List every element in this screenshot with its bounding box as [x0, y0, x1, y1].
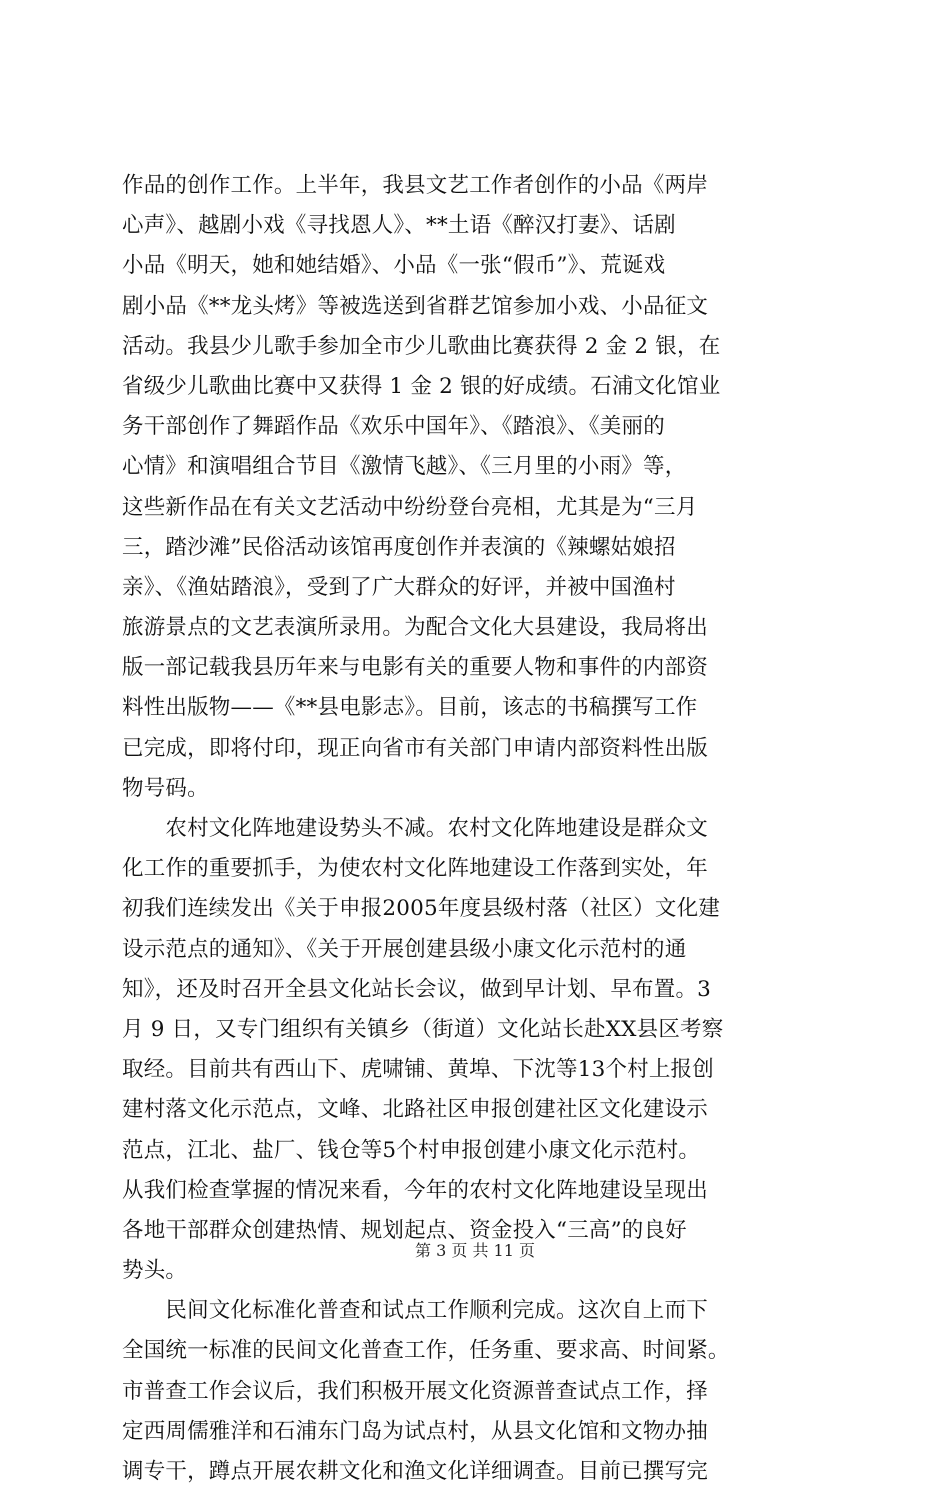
- text-line: 定西周儒雅洋和石浦东门岛为试点村，从县文化馆和文物办抽: [122, 1418, 708, 1444]
- text-line: 市普查工作会议后，我们积极开展文化资源普查试点工作，择: [122, 1378, 708, 1404]
- text-line: 设示范点的通知》、《关于开展创建县级小康文化示范村的通: [122, 936, 687, 962]
- text-line: 建村落文化示范点，文峰、北路社区申报创建社区文化建设示: [122, 1097, 708, 1123]
- text-line: 初我们连续发出《关于申报2005年度县级村落（社区）文化建: [122, 896, 721, 922]
- text-line: 活动。我县少儿歌手参加全市少儿歌曲比赛获得 2 金 2 银，在: [122, 333, 721, 359]
- text-line: 知》，还及时召开全县文化站长会议，做到早计划、早布置。3: [122, 976, 712, 1002]
- text-line: 旅游景点的文艺表演所录用。为配合文化大县建设，我局将出: [122, 615, 708, 641]
- text-line: 作品的创作工作。上半年，我县文艺工作者创作的小品《两岸: [122, 173, 708, 198]
- text-line: 势头。: [122, 1258, 188, 1284]
- text-line: 小品《明天，她和她结婚》、小品《一张“假币”》、荒诞戏: [122, 253, 666, 279]
- text-line: 取经。目前共有西山下、虎啸铺、黄埠、下沈等13个村上报创: [122, 1057, 714, 1083]
- text-line: 范点，江北、盐厂、钱仓等5个村申报创建小康文化示范村。: [122, 1137, 701, 1163]
- page-footer: 第 3 页 共 11 页: [415, 1241, 535, 1260]
- text-line: 各地干部群众创建热情、规划起点、资金投入“三高”的良好: [122, 1217, 687, 1243]
- text-line: 亲》、《渔姑踏浪》，受到了广大群众的好评，并被中国渔村: [122, 574, 676, 600]
- text-line: 月 9 日，又专门组织有关镇乡（街道）文化站长赴XX县区考察: [122, 1016, 724, 1042]
- body-text: [122, 166, 834, 1492]
- text-line: 版一部记载我县历年来与电影有关的重要人物和事件的内部资: [122, 655, 708, 681]
- text-line: 省级少儿歌曲比赛中又获得 1 金 2 银的好成绩。石浦文化馆业: [122, 373, 721, 399]
- text-line: 物号码。: [122, 775, 209, 801]
- text-line: 民间文化标准化普查和试点工作顺利完成。这次自上而下: [122, 1298, 708, 1324]
- text-line: 这些新作品在有关文艺活动中纷纷登台亮相，尤其是为“三月: [122, 494, 698, 520]
- text-line: 化工作的重要抓手，为使农村文化阵地建设工作落到实处，年: [122, 856, 708, 882]
- text-line: 心声》、越剧小戏《寻找恩人》、**土语《醉汉打妻》、话剧: [122, 213, 676, 239]
- text-line: 心情》和演唱组合节目《激情飞越》、《三月里的小雨》等，: [122, 454, 687, 480]
- text-line: 从我们检查掌握的情况来看，今年的农村文化阵地建设呈现出: [122, 1177, 708, 1203]
- text-line: 料性出版物——《**县电影志》。目前，该志的书稿撰写工作: [122, 695, 698, 721]
- text-line: 三，踏沙滩”民俗活动该馆再度创作并表演的《辣螺姑娘招: [122, 534, 676, 560]
- text-line: 务干部创作了舞蹈作品《欢乐中国年》、《踏浪》、《美丽的: [122, 414, 665, 440]
- text-line: 全国统一标准的民间文化普查工作，任务重、要求高、时间紧。: [122, 1338, 730, 1364]
- text-line: 调专干，蹲点开展农耕文化和渔文化详细调查。目前已撰写完: [122, 1459, 708, 1484]
- text-line: 剧小品《**龙头烤》等被选送到省群艺馆参加小戏、小品征文: [122, 293, 709, 319]
- text-line: 农村文化阵地建设势头不减。农村文化阵地建设是群众文: [122, 816, 708, 841]
- text-line: 已完成，即将付印，现正向省市有关部门申请内部资料性出版: [122, 735, 708, 761]
